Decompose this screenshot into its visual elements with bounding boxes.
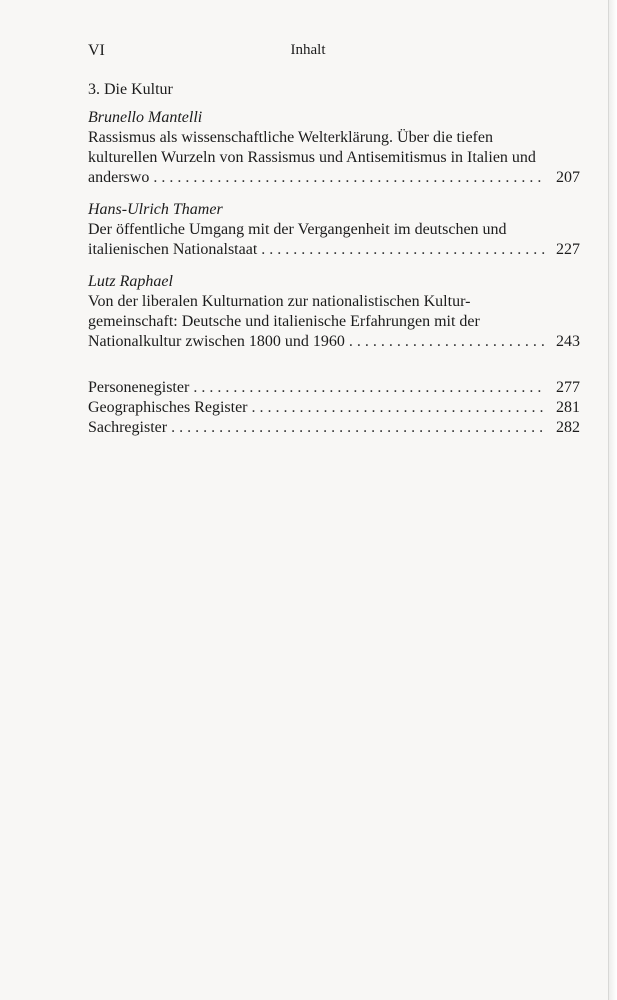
register-list [88, 378, 580, 438]
entry-author: Hans-Ulrich Thamer [88, 201, 223, 218]
entry-title-last-line [88, 332, 580, 352]
toc-entry [88, 200, 580, 260]
dot-leader [252, 398, 546, 418]
entry-title-line: Der öffentliche Umgang mit der Vergangenheit im deutschen und [88, 221, 507, 238]
page-number: 281 [556, 399, 580, 416]
page-number: 277 [556, 379, 580, 396]
entry-title-line: kulturellen Wurzeln von Rassismus und Antisemitismus in Italien und [88, 149, 536, 166]
page-folio: VI [88, 42, 105, 59]
page-header [88, 42, 528, 66]
dot-leader [153, 168, 546, 188]
dot-leader [261, 240, 546, 260]
running-title: Inhalt [290, 42, 326, 58]
page-number: 243 [556, 333, 580, 350]
page-edge [608, 0, 617, 1000]
register-entry [88, 418, 580, 438]
table-of-contents [88, 80, 580, 438]
register-entry [88, 378, 580, 398]
register-label: Geographisches Register [88, 399, 248, 416]
page-number: 207 [556, 169, 580, 186]
register-label: Personenegister [88, 379, 190, 396]
register-label: Sachregister [88, 419, 168, 436]
entry-title-last-line [88, 168, 580, 188]
entry-author: Brunello Mantelli [88, 109, 203, 126]
dot-leader [171, 418, 546, 438]
entry-title-line: Von der liberalen Kulturnation zur nationalistischen Kultur- [88, 293, 471, 310]
page-number: 282 [556, 419, 580, 436]
entry-title-line: gemeinschaft: Deutsche und italienische Erfahrungen mit der [88, 313, 480, 330]
entry-title-last-line [88, 240, 580, 260]
toc-entry [88, 272, 580, 352]
dot-leader [349, 332, 546, 352]
dot-leader [193, 378, 546, 398]
section-heading: 3. Die Kultur [88, 81, 173, 98]
page-number: 227 [556, 241, 580, 258]
entry-title-line: Rassismus als wissenschaftliche Welterklärung. Über die tiefen [88, 129, 493, 146]
register-entry [88, 398, 580, 418]
toc-entry [88, 108, 580, 188]
entry-title-line: Nationalkultur zwischen 1800 und 1960 [88, 333, 345, 350]
entry-author: Lutz Raphael [88, 273, 173, 290]
entry-title-line: italienischen Nationalstaat [88, 241, 258, 258]
entry-title-line: anderswo [88, 169, 150, 186]
